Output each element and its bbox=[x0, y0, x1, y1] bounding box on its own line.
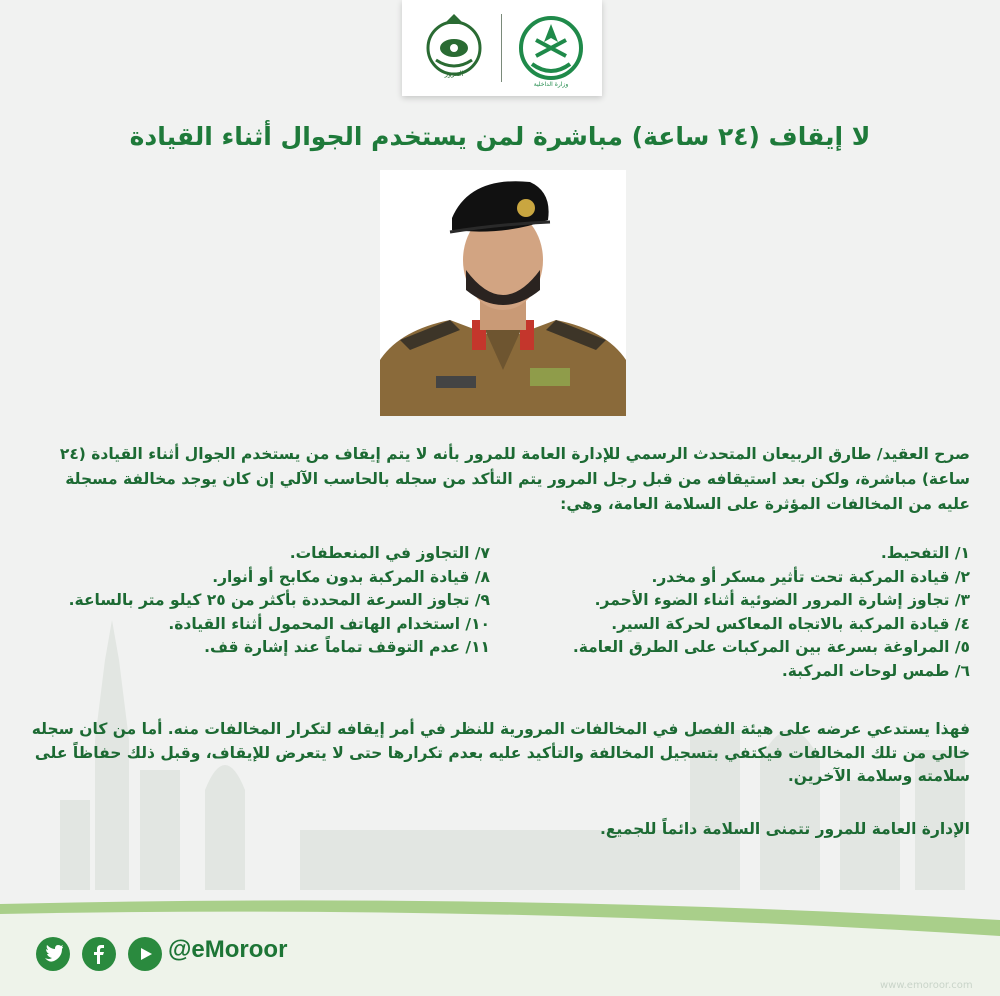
youtube-icon[interactable] bbox=[128, 937, 162, 971]
list-item: ٤/ قيادة المركبة بالاتجاه المعاكس لحركة السير. bbox=[611, 614, 970, 633]
violations-list-right bbox=[520, 542, 970, 683]
list-item: ١١/ عدم التوقف تماماً عند إشارة قف. bbox=[204, 638, 490, 656]
traffic-logo-text: المرور bbox=[444, 70, 464, 78]
list-item: ٣/ تجاوز إشارة المرور الضوئية أثناء الضوء الأحمر. bbox=[594, 591, 970, 609]
list-item: ٢/ قيادة المركبة تحت تأثير مسكر أو مخدر. bbox=[651, 567, 970, 586]
logos-card bbox=[402, 0, 602, 96]
twitter-icon[interactable] bbox=[36, 937, 70, 971]
page-title: لا إيقاف (٢٤ ساعة) مباشرة لمن يستخدم الجوال أثناء القيادة bbox=[129, 122, 871, 151]
logo-divider bbox=[501, 14, 502, 82]
officer-photo bbox=[380, 170, 626, 416]
watermark: www.emoroor.com bbox=[880, 980, 973, 991]
facebook-icon[interactable] bbox=[82, 937, 116, 971]
list-item: ٩/ تجاوز السرعة المحددة بأكثر من ٢٥ كيلو متر بالساعة. bbox=[68, 591, 490, 609]
violations-list-left bbox=[40, 542, 490, 660]
list-item: ٦/ طمس لوحات المركبة. bbox=[781, 661, 970, 680]
intro-paragraph: صرح العقيد/ طارق الربيعان المتحدث الرسمي للإدارة العامة للمرور بأنه لا يتم إيقاف من يستخدم الجوال أثناء القيادة (٢٤ ساعة) مباشرة، ولكن بعد استيقافه من قبل رجل المرور يتم التأكد من سجله بالحاسب الآلي إن كان يوجد مخالفة مسجلة عليه من المخالفات المؤثرة على السلامة العامة، وهي: bbox=[59, 445, 970, 513]
list-item: ١/ التفحيط. bbox=[880, 544, 970, 562]
list-item: ٧/ التجاوز في المنعطفات. bbox=[289, 544, 490, 562]
list-item: ٥/ المراوغة بسرعة بين المركبات على الطرق العامة. bbox=[572, 638, 970, 656]
social-handle[interactable]: @eMoroor bbox=[168, 936, 288, 963]
list-item: ١٠/ استخدام الهاتف المحمول أثناء القيادة. bbox=[168, 614, 490, 633]
moi-logo-text: وزارة الداخلية bbox=[533, 81, 569, 88]
consequence-paragraph: فهذا يستدعي عرضه على هيئة الفصل في المخالفات المرورية للنظر في أمر إيقافه لتكرار المخالفات منه. أما من كان سجله خالي من تلك المخالفات فيكتفي بتسجيل المخالفة والتأكيد عليه بعدم تكرارها حتى لا يتعرض للإيقاف، وقبل ذلك حفاظاً على سلامته وسلامة الآخرين. bbox=[31, 720, 970, 785]
traffic-logo bbox=[422, 10, 486, 86]
closing-paragraph: الإدارة العامة للمرور تتمنى السلامة دائماً للجميع. bbox=[599, 820, 970, 838]
list-item: ٨/ قيادة المركبة بدون مكابح أو أنوار. bbox=[212, 567, 490, 586]
moi-logo bbox=[516, 8, 586, 88]
